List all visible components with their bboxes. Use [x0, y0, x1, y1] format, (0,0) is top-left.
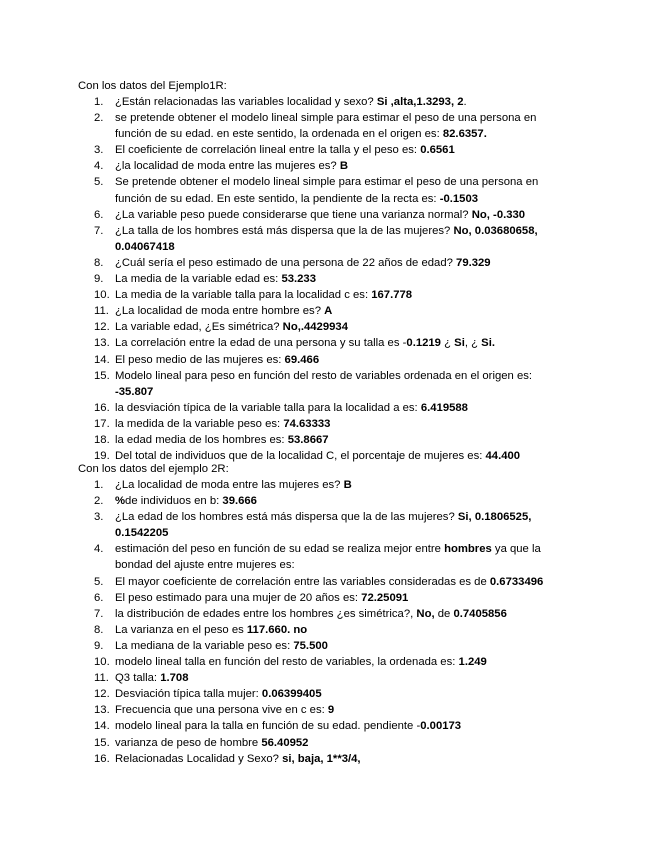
- section2-list: [0, 477, 655, 767]
- item-answer: 0.00173: [420, 720, 462, 733]
- list-item: [0, 751, 655, 767]
- item-answer: Si: [454, 337, 465, 350]
- list-item: [0, 654, 655, 670]
- list-item: [0, 352, 655, 368]
- item-number: 4.: [94, 543, 104, 556]
- list-item: [0, 718, 655, 734]
- item-text: modelo lineal talla en función del resto de variables, la ordenada es:: [115, 656, 459, 669]
- section1-list: [0, 94, 655, 464]
- item-number: 2.: [94, 112, 104, 125]
- item-text: Frecuencia que una persona vive en c es:: [115, 704, 328, 717]
- item-answer: 0.1219: [406, 337, 441, 350]
- item-text: la distribución de edades entre los hombres ¿es simétrica?,: [115, 607, 417, 620]
- item-answer: 39.666: [222, 495, 257, 508]
- item-text: La correlación entre la edad de una persona y su talla es -: [115, 337, 407, 350]
- item-number: 7.: [94, 224, 104, 237]
- item-text: de individuos en b:: [125, 495, 223, 508]
- item-number: 19.: [94, 450, 110, 463]
- item-number: 1.: [94, 479, 104, 491]
- item-text: , ¿: [464, 337, 482, 350]
- item-text: La media de la variable talla para la localidad c es:: [115, 289, 372, 302]
- list-item: [0, 110, 655, 142]
- item-number: 13.: [94, 704, 110, 717]
- list-item: [0, 541, 655, 573]
- item-text: la edad media de los hombres es:: [115, 433, 288, 446]
- item-answer: B: [343, 479, 352, 491]
- list-item: [0, 400, 655, 416]
- item-answer: 79.329: [456, 256, 491, 269]
- item-answer: 75.500: [293, 639, 328, 652]
- list-item: [0, 94, 655, 110]
- item-text: ¿la localidad de moda entre las mujeres es?: [115, 160, 340, 173]
- section1-heading: Con los datos del Ejemplo1R:: [78, 80, 227, 92]
- list-item: [0, 319, 655, 335]
- item-text: ¿La localidad de moda entre las mujeres es?: [115, 479, 344, 491]
- item-number: 14.: [94, 353, 110, 366]
- item-answer: No,: [416, 607, 435, 620]
- list-item: [0, 287, 655, 303]
- item-answer: 74.63333: [283, 417, 331, 430]
- list-item: [0, 606, 655, 622]
- item-text: El peso medio de las mujeres es:: [115, 353, 285, 366]
- item-answer: Si.: [481, 337, 495, 350]
- item-number: 8.: [94, 623, 104, 636]
- item-text: ¿La talla de los hombres está más dispersa que la de las mujeres?: [115, 224, 454, 237]
- list-item: [0, 432, 655, 448]
- item-text: La varianza en el peso es: [115, 623, 247, 636]
- item-text: Modelo lineal para peso en función del resto de variables ordenada en el origen es:: [115, 369, 533, 382]
- item-text: El mayor coeficiente de correlación entre las variables consideradas es de: [115, 575, 490, 588]
- item-answer: 0.06399405: [261, 688, 322, 701]
- list-item: [0, 638, 655, 654]
- item-number: 4.: [94, 160, 104, 173]
- item-answer: No, -0.330: [471, 208, 526, 221]
- item-text: .: [463, 96, 467, 108]
- item-text: ¿La edad de los hombres está más dispersa que la de las mujeres?: [115, 511, 458, 524]
- item-answer: 6.419588: [420, 401, 468, 414]
- item-text: El peso estimado para una mujer de 20 años es:: [115, 591, 362, 604]
- item-text: ¿La variable peso puede considerarse que tiene una varianza normal?: [115, 208, 472, 221]
- item-answer: 53.233: [281, 273, 316, 286]
- item-number: 5.: [94, 575, 104, 588]
- list-item: [0, 509, 655, 541]
- list-item: [0, 335, 655, 351]
- item-number: 12.: [94, 688, 110, 701]
- item-answer: 82.6357.: [442, 128, 487, 141]
- item-text: La variable edad, ¿Es simétrica?: [115, 321, 283, 334]
- item-text: estimación del peso en función de su edad se realiza mejor entre: [115, 543, 445, 556]
- item-text: ¿La localidad de moda entre hombre es?: [115, 305, 325, 318]
- item-number: 9.: [94, 639, 104, 652]
- item-answer: 0.6733496: [489, 575, 544, 588]
- item-number: 8.: [94, 256, 104, 269]
- list-item: [0, 207, 655, 223]
- item-answer: hombres: [444, 543, 492, 556]
- item-text: ¿Cuál sería el peso estimado de una persona de 22 años de edad?: [115, 256, 457, 269]
- item-answer: 72.25091: [361, 591, 409, 604]
- list-item: [0, 303, 655, 319]
- item-number: 15.: [94, 369, 110, 382]
- item-text: El coeficiente de correlación lineal entre la talla y el peso es:: [115, 144, 421, 157]
- list-item: [0, 622, 655, 638]
- item-text: la medida de la variable peso es:: [115, 417, 284, 430]
- item-answer: 167.778: [371, 289, 413, 302]
- item-text: La media de la variable edad es:: [115, 273, 282, 286]
- item-answer: 69.466: [284, 353, 320, 366]
- item-number: 7.: [94, 607, 104, 620]
- item-number: 13.: [94, 337, 110, 350]
- list-item: [0, 493, 655, 509]
- item-number: 2.: [94, 495, 104, 508]
- item-number: 3.: [94, 144, 104, 157]
- item-text: ¿Están relacionadas las variables localidad y sexo?: [115, 96, 377, 108]
- list-item: [0, 174, 655, 206]
- item-number: 11.: [94, 672, 109, 685]
- list-item: [0, 590, 655, 606]
- list-item: [0, 574, 655, 590]
- item-answer: %: [115, 495, 126, 508]
- item-answer: 1.249: [458, 656, 487, 669]
- item-text: ya que la bondad del ajuste entre mujeres es:: [115, 543, 541, 572]
- item-answer: B: [339, 160, 348, 173]
- item-number: 1.: [94, 96, 104, 108]
- item-number: 9.: [94, 273, 104, 286]
- item-number: 16.: [94, 401, 110, 414]
- list-item: [0, 477, 655, 493]
- item-answer: -35.807: [115, 385, 154, 398]
- item-number: 11.: [94, 305, 109, 318]
- list-item: [0, 255, 655, 271]
- item-answer: 1.708: [160, 672, 189, 685]
- item-number: 14.: [94, 720, 110, 733]
- item-number: 3.: [94, 511, 104, 524]
- list-item: [0, 223, 655, 255]
- list-item: [0, 416, 655, 432]
- item-text: Q3 talla:: [115, 672, 161, 685]
- item-answer: A: [324, 305, 333, 318]
- item-number: 17.: [94, 417, 110, 430]
- list-item: [0, 670, 655, 686]
- section2-heading: Con los datos del ejemplo 2R:: [78, 463, 229, 475]
- list-item: [0, 702, 655, 718]
- list-item: [0, 686, 655, 702]
- item-number: 18.: [94, 433, 110, 446]
- item-answer: 44.400: [485, 450, 521, 463]
- list-item: [0, 271, 655, 287]
- item-number: 15.: [94, 736, 110, 749]
- item-number: 16.: [94, 752, 110, 765]
- item-text: se pretende obtener el modelo lineal simple para estimar el peso de una persona en función de su edad. en este sentido, la ordenada en el origen es:: [115, 112, 537, 141]
- item-answer: 0.7405856: [453, 607, 507, 620]
- item-text: la desviación típica de la variable talla para la localidad a es:: [115, 401, 421, 414]
- item-number: 6.: [94, 208, 104, 221]
- item-text: varianza de peso de hombre: [115, 736, 262, 749]
- item-text: Del total de individuos que de la localidad C, el porcentaje de mujeres es:: [115, 450, 486, 463]
- item-text: de: [434, 607, 454, 620]
- item-text: Relacionadas Localidad y Sexo?: [115, 752, 283, 765]
- item-answer: 9: [327, 704, 335, 717]
- list-item: [0, 735, 655, 751]
- item-number: 10.: [94, 656, 110, 669]
- item-answer: No,.4429934: [282, 321, 348, 334]
- list-item: [0, 142, 655, 158]
- item-answer: Si ,alta,1.3293, 2: [376, 96, 464, 108]
- item-text: ¿: [440, 337, 455, 350]
- item-number: 5.: [94, 176, 104, 189]
- item-number: 10.: [94, 289, 110, 302]
- item-answer: si, baja, 1**3/4,: [282, 752, 361, 765]
- item-number: 6.: [94, 591, 104, 604]
- item-text: Desviación típica talla mujer:: [115, 688, 262, 701]
- list-item: [0, 158, 655, 174]
- item-answer: Si, 0.1806525, 0.1542205: [115, 511, 532, 540]
- list-item: [0, 368, 655, 400]
- item-text: modelo lineal para la talla en función de su edad. pendiente -: [115, 720, 421, 733]
- item-text: La mediana de la variable peso es:: [115, 639, 294, 652]
- item-answer: 117.660. no: [246, 623, 308, 636]
- item-answer: No, 0.03680658, 0.04067418: [115, 224, 538, 253]
- item-number: 12.: [94, 321, 110, 334]
- item-text: Se pretende obtener el modelo lineal simple para estimar el peso de una persona en función de su edad. En este sentido, la pendiente de la recta es:: [115, 176, 539, 205]
- item-answer: -0.1503: [439, 192, 479, 205]
- item-answer: 56.40952: [261, 736, 309, 749]
- item-answer: 53.8667: [287, 433, 329, 446]
- item-answer: 0.6561: [420, 144, 455, 157]
